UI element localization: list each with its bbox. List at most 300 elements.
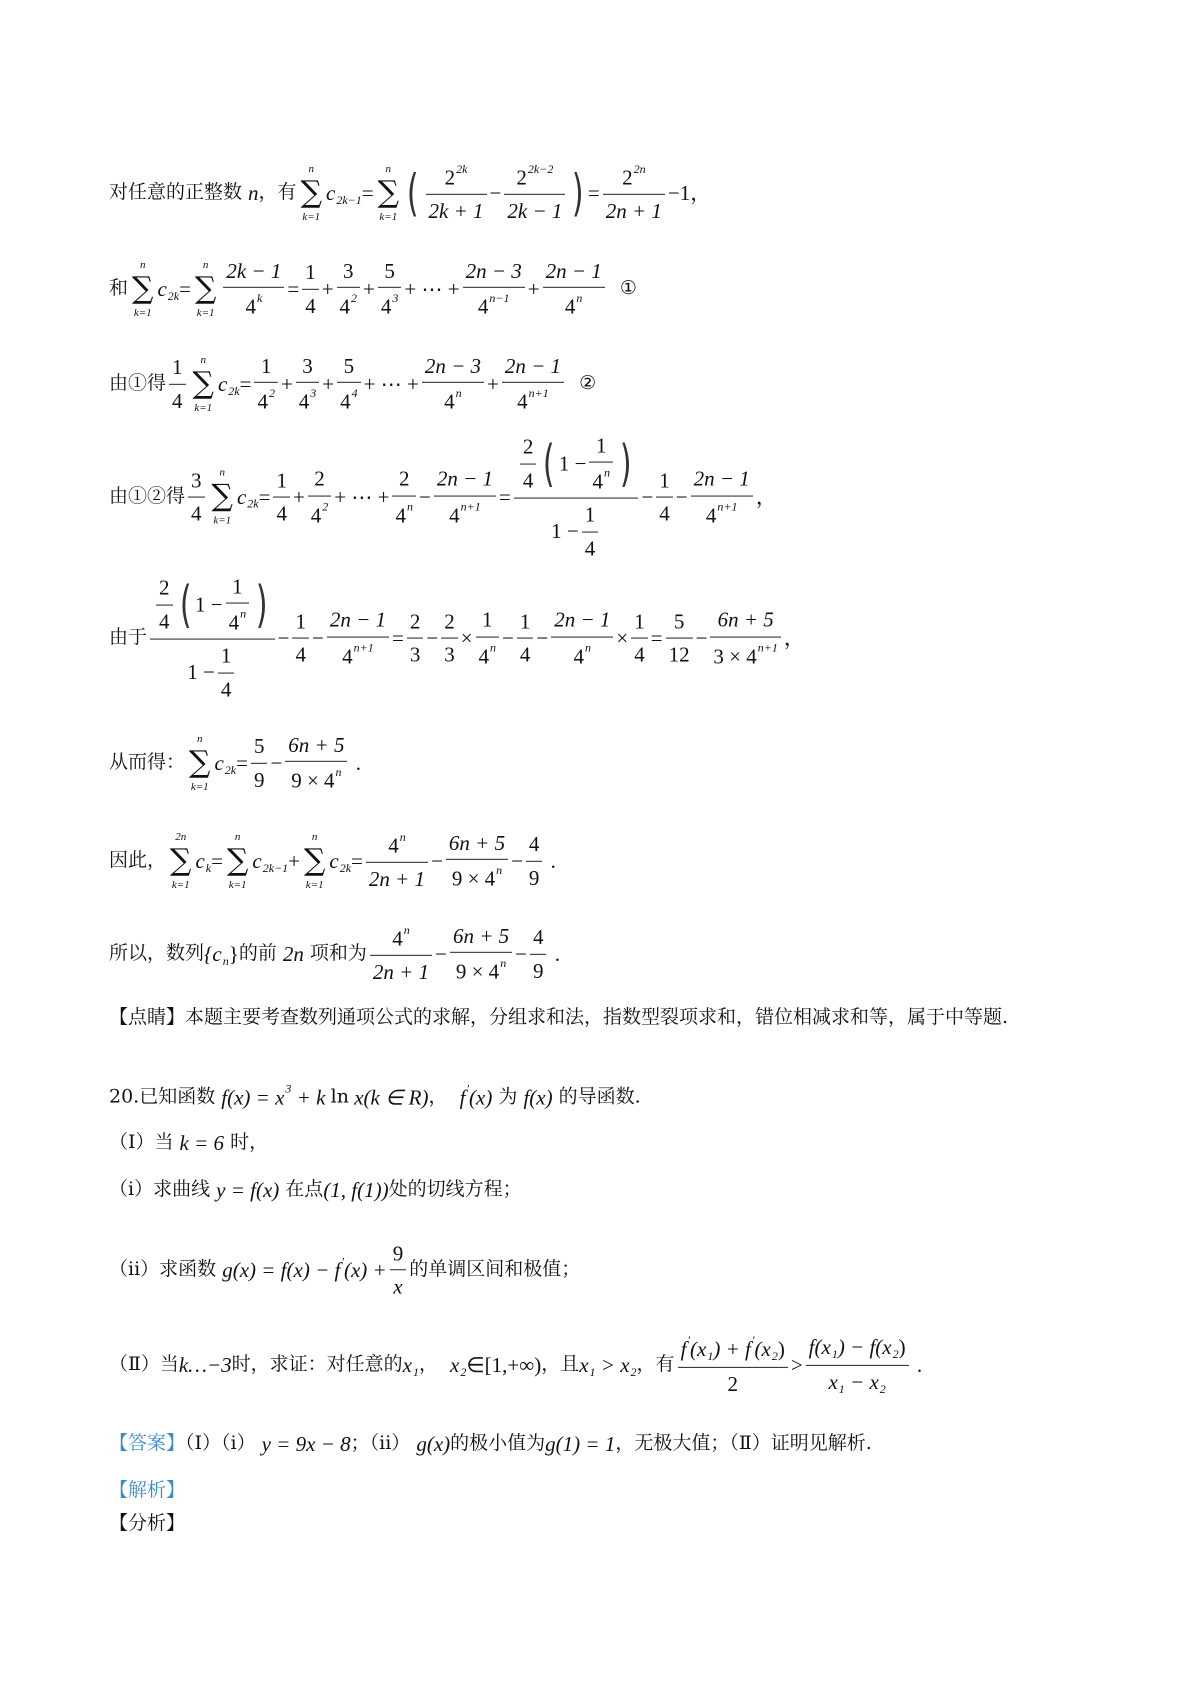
math-text: + — [322, 371, 335, 396]
numerator — [517, 608, 534, 638]
superscript: n — [240, 606, 247, 621]
math-line-q4 — [109, 1240, 580, 1300]
math-text: 4 — [340, 389, 351, 414]
math-text: (x — [754, 1336, 771, 1361]
sigma-symbol: ∑ — [226, 843, 249, 878]
math-text: 9 — [253, 767, 265, 792]
numerator — [589, 433, 613, 463]
text-run: 的导函数. — [552, 1085, 641, 1108]
numerator — [603, 162, 665, 195]
denominator — [710, 637, 780, 669]
denominator — [426, 195, 487, 224]
math-text: + ⋯ + — [363, 371, 419, 396]
denominator — [327, 637, 389, 669]
sigma-symbol: ∑ — [303, 843, 326, 878]
math-text: ) — [777, 1336, 785, 1361]
summation — [212, 466, 233, 528]
sum-upper-limit: n — [385, 163, 392, 175]
math-text: 4 — [395, 502, 406, 527]
fraction — [422, 353, 484, 415]
math-line-q8 — [109, 1512, 185, 1536]
sigma-symbol: ∑ — [377, 175, 400, 210]
denominator — [296, 383, 320, 415]
math-text: 2 — [314, 466, 325, 491]
superscript: 3 — [285, 1081, 292, 1096]
math-text: = — [392, 625, 404, 650]
numerator — [296, 353, 320, 383]
superscript: 2k — [456, 161, 468, 176]
denominator — [678, 1368, 788, 1397]
denominator — [251, 764, 268, 793]
math-text: 3 — [444, 642, 455, 667]
math-text: ， — [783, 625, 805, 650]
math-text: 4 — [517, 389, 528, 414]
sum-lower-limit: k=1 — [379, 211, 398, 223]
math-text: 12 — [668, 642, 690, 667]
numerator — [441, 608, 458, 638]
math-text: k = 6 — [179, 1130, 225, 1155]
math-text: 2n — [282, 941, 304, 966]
denominator — [514, 499, 639, 562]
math-text: x — [393, 1274, 403, 1299]
text-run: （Ⅰ）（i） — [185, 1432, 262, 1455]
math-text: 4 — [444, 389, 455, 414]
numerator — [463, 258, 525, 288]
math-text: − — [641, 484, 654, 509]
math-text: + ⋯ + — [334, 484, 390, 509]
superscript: 2 — [322, 499, 329, 514]
math-text: × — [460, 625, 473, 650]
right-paren: ) — [619, 434, 632, 493]
text-run: 由①②得 — [109, 485, 186, 508]
math-text: 9 — [532, 958, 544, 983]
math-text: ， — [755, 484, 777, 509]
fraction — [370, 923, 432, 985]
math-text: 9 — [392, 1241, 404, 1266]
math-text: − — [511, 848, 523, 873]
fraction — [551, 607, 613, 669]
superscript: n — [603, 465, 610, 480]
fraction — [407, 608, 424, 668]
superscript: n — [576, 291, 583, 306]
fraction — [666, 608, 693, 668]
math-text: + — [363, 276, 375, 301]
math-text: 9 — [528, 865, 540, 890]
math-text: c — [329, 848, 339, 873]
math-text: y = f(x) — [216, 1177, 280, 1202]
math-line-q1 — [109, 1081, 641, 1110]
math-text: 2 — [159, 576, 170, 600]
fraction — [450, 923, 512, 985]
fraction — [366, 830, 428, 892]
denominator — [378, 288, 402, 320]
denominator — [218, 673, 235, 702]
fraction — [218, 643, 235, 703]
math-text: − — [675, 484, 688, 509]
numerator — [327, 607, 389, 637]
subscript: k — [205, 861, 212, 875]
numerator — [422, 353, 484, 383]
math-text: c — [252, 848, 262, 873]
math-text: 1 − — [187, 660, 215, 685]
math-text: 2k − 1 — [226, 258, 282, 283]
text-run: 20.已知函数 — [109, 1085, 222, 1108]
numerator — [530, 924, 547, 954]
denominator — [422, 383, 484, 415]
denominator — [337, 383, 361, 415]
text-run: 对任意的正整数 — [109, 181, 249, 204]
denominator — [526, 862, 543, 891]
fraction — [582, 502, 599, 562]
superscript: ′ — [751, 1332, 755, 1347]
denominator — [150, 640, 275, 703]
text-run: 【解析】 — [109, 1479, 186, 1502]
fraction — [302, 259, 319, 319]
sigma-symbol: ∑ — [170, 843, 192, 878]
right-paren: ) — [256, 575, 268, 634]
fraction — [156, 575, 173, 635]
summation — [195, 258, 216, 320]
superscript: n — [455, 386, 462, 401]
math-text: − — [515, 941, 527, 966]
math-text: f(x — [808, 1334, 831, 1359]
math-text: c — [236, 484, 247, 509]
math-text: + — [486, 371, 499, 396]
fraction — [292, 608, 309, 668]
subscript: 2k — [167, 289, 180, 303]
text-run: ，有 — [636, 1353, 675, 1376]
math-text: 4 — [388, 833, 399, 858]
math-text: (1, f(1)) — [323, 1177, 389, 1202]
math-text: + — [280, 371, 293, 396]
math-text: ) + f — [713, 1336, 751, 1361]
math-text: 1 — [220, 643, 232, 668]
math-text: 2n − 3 — [424, 353, 481, 378]
denominator — [656, 498, 673, 527]
math-text: 5 — [673, 609, 685, 634]
fraction — [589, 433, 613, 495]
math-text: c — [325, 180, 336, 205]
math-text: c — [217, 371, 228, 396]
math-text: = — [650, 625, 663, 650]
sigma-symbol: ∑ — [300, 175, 322, 210]
math-text: 6n + 5 — [288, 732, 345, 757]
math-text: 4 — [305, 293, 316, 318]
math-text: 9 × 4 — [451, 866, 496, 891]
math-text: 4 — [478, 643, 490, 668]
numerator — [337, 353, 361, 383]
numerator — [504, 162, 565, 195]
dianjing-label: 【点睛】 — [109, 1006, 186, 1028]
sum-upper-limit: n — [234, 831, 241, 843]
numerator — [223, 258, 284, 288]
math-text: 1 — [172, 355, 183, 380]
subscript: 2 — [892, 1346, 899, 1361]
superscript: 4 — [351, 386, 358, 401]
text-run: 时，求证：对任意的 — [231, 1353, 403, 1376]
math-line-l8 — [109, 923, 560, 985]
math-text: 1 − — [558, 451, 587, 476]
math-text: = — [258, 484, 271, 509]
numerator — [150, 574, 275, 640]
denominator — [188, 498, 205, 527]
fraction — [463, 258, 525, 320]
text-run: 【答案】 — [109, 1432, 186, 1455]
numerator — [188, 467, 205, 497]
math-text: − — [536, 625, 549, 650]
math-line-l7 — [109, 830, 556, 892]
math-text: = — [287, 276, 300, 301]
denominator — [582, 532, 599, 561]
sum-upper-limit: n — [202, 259, 209, 271]
math-text: 2 — [444, 165, 456, 190]
math-text: ) − f(x — [837, 1334, 892, 1359]
math-text: − x — [844, 1369, 879, 1394]
fraction — [188, 467, 205, 527]
math-text: 2n − 1 — [504, 353, 561, 378]
numerator — [308, 466, 332, 496]
math-text: 2n − 1 — [545, 258, 602, 283]
parenthesized-group — [176, 574, 272, 636]
fraction — [426, 162, 487, 224]
math-text: 4 — [564, 294, 576, 319]
fraction — [502, 353, 564, 415]
math-text: − — [270, 750, 283, 775]
denominator — [156, 605, 173, 634]
fraction — [378, 258, 402, 320]
superscript: 3 — [392, 291, 399, 306]
subscript: 2 — [879, 1381, 886, 1396]
superscript: 2n — [633, 161, 646, 176]
summation — [132, 258, 153, 320]
math-text: × — [616, 625, 629, 650]
math-text: 1 — [584, 502, 596, 527]
superscript: n — [335, 765, 342, 780]
math-text: − — [502, 625, 514, 650]
superscript: n+1 — [757, 640, 778, 655]
fraction — [434, 466, 496, 528]
fraction — [526, 831, 543, 891]
math-text: 4 — [528, 832, 540, 857]
math-text: 3 — [343, 258, 354, 283]
math-line-l6 — [109, 732, 361, 794]
numerator — [434, 466, 496, 496]
sum-lower-limit: k=1 — [171, 879, 190, 891]
math-text: −1， — [667, 180, 712, 205]
math-text: x(k ∈ R) — [348, 1085, 429, 1110]
math-text: g(x) = f(x) − f — [222, 1257, 341, 1282]
subscript: 2k — [228, 384, 240, 398]
math-text: 2n − 1 — [436, 466, 493, 491]
math-text: = — [498, 484, 511, 509]
fraction — [806, 1333, 909, 1396]
denominator — [302, 290, 319, 319]
superscript: 2k−2 — [527, 161, 554, 176]
math-text: 4 — [705, 502, 717, 527]
numerator — [392, 466, 416, 496]
denominator — [476, 637, 500, 669]
sum-upper-limit: n — [200, 354, 206, 366]
math-text: 4 — [634, 642, 645, 667]
superscript: n−1 — [489, 291, 510, 306]
sum-lower-limit: k=1 — [190, 781, 209, 793]
sigma-symbol: ∑ — [194, 271, 217, 306]
text-run: 时， — [224, 1131, 269, 1154]
numerator — [678, 1333, 788, 1368]
math-text: = — [211, 848, 223, 873]
text-run: 处的切线方程； — [388, 1178, 522, 1201]
text-run: ， — [418, 1353, 451, 1376]
math-text: 6n + 5 — [448, 830, 506, 855]
math-text: 2n + 1 — [372, 959, 430, 984]
text-run: ② — [567, 372, 597, 395]
math-text: − — [277, 625, 290, 650]
fraction — [691, 466, 753, 528]
math-text: 1 — [659, 468, 670, 493]
superscript: 2 — [351, 291, 358, 306]
denominator — [407, 639, 424, 668]
math-text: 2n − 3 — [465, 258, 522, 283]
text-run: ln — [330, 1085, 349, 1108]
summation — [304, 830, 325, 892]
denominator — [450, 953, 512, 985]
math-text: 4 — [257, 389, 268, 414]
math-text: 1 — [482, 607, 493, 632]
subscript: 1 — [589, 1365, 596, 1379]
text-run: （ii）求函数 — [109, 1258, 223, 1281]
superscript: n+1 — [353, 640, 374, 655]
math-text: . — [545, 848, 556, 873]
math-text: 4 — [220, 677, 232, 702]
summation — [378, 162, 399, 224]
denominator — [502, 383, 564, 415]
numerator — [631, 608, 648, 638]
fraction — [251, 733, 268, 793]
fraction — [226, 574, 250, 636]
sum-lower-limit: k=1 — [133, 307, 152, 319]
denominator — [463, 288, 525, 320]
math-text: − — [695, 625, 708, 650]
denominator — [273, 498, 290, 527]
numerator — [666, 608, 693, 638]
numerator — [218, 643, 235, 673]
math-text: 2n + 1 — [605, 198, 662, 223]
math-text: 2k − 1 — [507, 198, 563, 223]
denominator — [285, 762, 347, 794]
numerator — [169, 354, 186, 384]
math-text: 4 — [449, 502, 460, 527]
left-paren: ( — [406, 164, 419, 222]
denominator — [441, 639, 458, 668]
fraction — [169, 354, 186, 414]
math-text: 1 — [232, 574, 243, 599]
math-text: 4 — [245, 294, 256, 319]
summation — [193, 353, 214, 415]
numerator — [366, 830, 428, 863]
sum-lower-limit: k=1 — [213, 515, 232, 527]
math-text: k…−3 — [178, 1352, 232, 1377]
superscript: n — [490, 640, 497, 655]
math-text: ∈[1,+∞) — [466, 1352, 542, 1377]
denominator — [520, 464, 537, 493]
fraction — [520, 434, 537, 494]
sigma-symbol: ∑ — [189, 745, 211, 780]
math-text: 2 — [444, 609, 455, 634]
math-text: 1 — [260, 353, 272, 378]
text-run: （Ⅱ）当 — [109, 1353, 179, 1376]
math-text: 1 — [519, 609, 531, 634]
math-text: f(x) — [523, 1085, 553, 1110]
right-paren: ) — [572, 164, 584, 222]
superscript: n — [406, 499, 413, 514]
denominator — [603, 195, 665, 224]
denominator — [589, 463, 613, 495]
numerator — [582, 502, 599, 532]
math-text: 4 — [342, 643, 353, 668]
math-text: 2 — [522, 435, 534, 459]
left-paren: ( — [543, 434, 555, 493]
sum-upper-limit: n — [196, 733, 203, 745]
superscript: 3 — [310, 386, 317, 401]
math-text: − — [435, 941, 447, 966]
math-text: 4 — [592, 469, 603, 494]
math-text: 1 — [276, 468, 287, 493]
numerator — [551, 607, 613, 637]
math-text: 3 — [191, 468, 202, 493]
numerator — [656, 467, 673, 497]
math-text: (x — [690, 1336, 707, 1361]
math-text: 4 — [522, 468, 534, 493]
sigma-symbol: ∑ — [132, 271, 154, 306]
text-run: 所以，数列 — [109, 942, 205, 965]
sum-upper-limit: n — [311, 831, 318, 843]
text-run: ，无极大值；（Ⅱ）证明见解析. — [615, 1432, 872, 1455]
sum-upper-limit: n — [139, 259, 146, 271]
fraction — [392, 466, 416, 528]
math-text: g(1) = 1 — [545, 1431, 616, 1456]
fraction — [337, 353, 361, 415]
math-text: 4 — [477, 294, 489, 319]
sum-upper-limit: n — [308, 163, 315, 175]
text-run: 和 — [109, 277, 129, 300]
math-text: x — [828, 1369, 838, 1394]
fraction — [476, 607, 500, 669]
numerator — [502, 353, 564, 383]
superscript: n — [496, 863, 503, 878]
math-text: 2 — [516, 165, 527, 190]
math-text: = — [236, 750, 248, 775]
denominator — [631, 639, 648, 668]
math-text: x — [579, 1352, 589, 1377]
sum-lower-limit: k=1 — [194, 402, 213, 414]
subscript: 1 — [707, 1348, 714, 1363]
math-text: } — [228, 941, 239, 966]
numerator — [251, 733, 268, 763]
math-text: c — [157, 276, 167, 301]
math-text: 4 — [295, 642, 306, 667]
math-text: 4 — [584, 536, 596, 561]
math-text: 4 — [380, 294, 392, 319]
text-run: 的前 — [238, 942, 283, 965]
math-line-q6 — [109, 1431, 872, 1457]
superscript: 2 — [268, 386, 275, 401]
math-text: g(x) — [416, 1431, 451, 1456]
fraction — [390, 1240, 407, 1300]
math-text: 1 — [305, 260, 316, 285]
math-text: + — [288, 848, 300, 873]
math-text: n — [248, 180, 259, 205]
superscript: n — [500, 956, 507, 971]
